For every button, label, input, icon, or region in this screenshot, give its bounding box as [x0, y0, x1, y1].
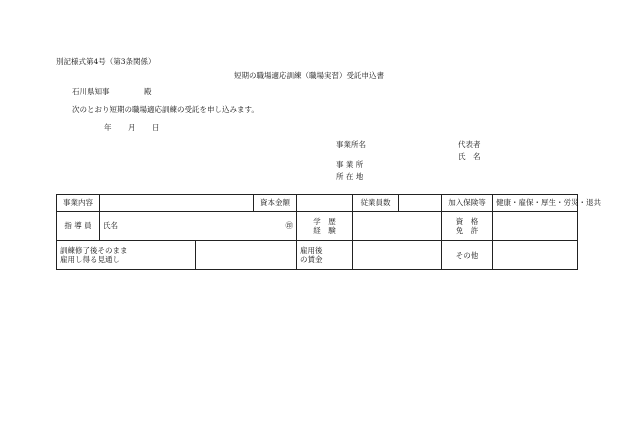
- honorific: 殿: [144, 87, 152, 96]
- form-number: 別記様式第4号（第3条関係）: [56, 57, 156, 66]
- office-label: 事 業 所: [336, 160, 364, 169]
- table-row: [57, 241, 578, 270]
- table-row: [57, 211, 578, 241]
- application-table: [56, 194, 601, 270]
- hire-prospect-line1: 訓練修了後そのまま: [60, 245, 128, 255]
- education-label-cell: [297, 211, 353, 241]
- insurance-label: 加入保険等: [442, 195, 493, 212]
- other-label: その他: [442, 241, 493, 270]
- body-text: 次のとおり短期の職場適応訓練の受託を申し込みます。: [72, 105, 259, 114]
- date-year: 年: [104, 123, 112, 132]
- addressee: 石川県知事: [72, 87, 110, 96]
- employees-field[interactable]: [399, 195, 442, 212]
- capital-label: 資本金額: [254, 195, 297, 212]
- business-content-label: 事業内容: [57, 195, 100, 212]
- wage-label-cell: [297, 241, 353, 270]
- business-content-field[interactable]: [100, 195, 254, 212]
- wage-label-line1: 雇用後: [300, 245, 323, 255]
- date-month: 月: [128, 123, 136, 132]
- qualification-label-cell: [442, 211, 493, 241]
- education-field[interactable]: [353, 211, 442, 241]
- instructor-label: 指 導 員: [57, 211, 100, 241]
- other-field[interactable]: [493, 241, 578, 270]
- employees-label: 従業員数: [353, 195, 399, 212]
- hire-prospect-line2: 雇用し得る見通し: [60, 255, 120, 265]
- experience-label: 経 験: [313, 226, 336, 236]
- company-name-label: 事業所名: [336, 140, 366, 149]
- education-label: 学 歴: [313, 216, 336, 226]
- representative-label: 代表者: [458, 140, 481, 149]
- date-day: 日: [152, 123, 160, 132]
- instructor-name-label: 氏名: [103, 221, 118, 231]
- address-label: 所 在 地: [336, 172, 364, 181]
- rep-name-label: 氏 名: [458, 152, 481, 161]
- seal-mark: ㊞: [285, 221, 293, 231]
- wage-label-line2: の賃金: [300, 255, 323, 265]
- qualification-field[interactable]: [493, 211, 578, 241]
- instructor-name-field[interactable]: [100, 211, 297, 241]
- wage-field[interactable]: [353, 241, 442, 270]
- capital-field[interactable]: [297, 195, 353, 212]
- table-row: [57, 195, 578, 212]
- form-title: 短期の職場適応訓練（職場実習）受託申込書: [234, 71, 384, 80]
- insurance-value: 健康・雇保・厚生・労災・退共: [493, 195, 578, 212]
- hire-prospect-field[interactable]: [196, 241, 297, 270]
- license-label: 免 許: [455, 226, 479, 236]
- hire-prospect-label-cell: [57, 241, 196, 270]
- qualification-label: 資 格: [455, 216, 479, 226]
